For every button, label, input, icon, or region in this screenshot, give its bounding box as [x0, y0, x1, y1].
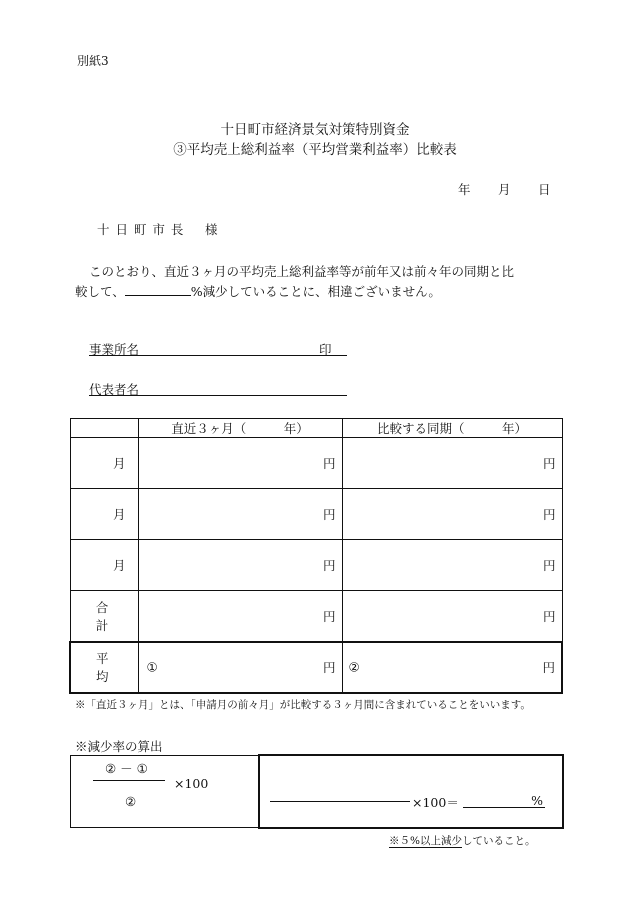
month-label: 月: [112, 558, 126, 573]
answer-percent-blank: [463, 793, 545, 808]
comparison-table: [69, 418, 563, 694]
month-cell: [70, 438, 138, 489]
yen-label: 円: [542, 608, 556, 624]
addressee-name: 十 日 町 市 長: [97, 222, 185, 237]
threshold-note: [389, 833, 535, 848]
date-month: 月: [498, 182, 511, 197]
calc-heading: ※減少率の算出: [75, 739, 163, 754]
table-row: [70, 438, 562, 489]
title-line-1: 十日町市経済景気対策特別資金: [220, 122, 410, 138]
attachment-label: 別紙3: [77, 54, 109, 68]
yen-label: 円: [322, 558, 336, 573]
representative-name-label: 代表者名: [89, 382, 140, 397]
yen-label: 円: [322, 507, 336, 522]
recent-cell: [138, 438, 342, 489]
statement-line-1: このとおり、直近３ヶ月の平均売上総利益率等が前年又は前々年の同期と比: [89, 264, 515, 279]
threshold-note-rest: していること。: [461, 835, 536, 847]
circle-two: ②: [348, 659, 360, 675]
representative-name-line: [89, 380, 347, 396]
yen-label: 円: [542, 456, 556, 471]
date-day: 日: [538, 182, 551, 197]
formula-denominator: ②: [125, 794, 137, 809]
average-row: [70, 642, 562, 693]
answer-times100-equals: ×100＝: [412, 795, 459, 810]
recent-cell: [138, 540, 342, 591]
total-label-cell: [70, 591, 149, 642]
recent-cell: [138, 489, 342, 540]
compare-cell: [342, 438, 562, 489]
statement-suffix: %減少していることに、相違ございません。: [190, 284, 441, 299]
average-label-cell: [70, 642, 150, 693]
total-label: 合 計: [95, 599, 149, 633]
formula-fraction-bar: [93, 780, 165, 781]
title-line-2: ③平均売上総利益率（平均営業利益率）比較表: [173, 142, 457, 158]
formula-box: [70, 755, 258, 828]
compare-total-cell: [342, 591, 562, 642]
footnote: ※「直近３ヶ月」とは、「申請月の前々月」が比較する３ヶ月間に含まれていることをいいます。: [75, 699, 531, 711]
yen-label: 円: [542, 660, 555, 675]
month-label: 月: [112, 456, 126, 471]
month-cell: [70, 489, 138, 540]
circle-one: ①: [146, 659, 158, 675]
answer-percent: %: [531, 793, 543, 808]
seal-mark: 印: [319, 342, 332, 357]
statement-prefix: 較して、: [75, 284, 125, 299]
formula-times100: ×100: [174, 776, 209, 791]
month-cell: [70, 540, 138, 591]
header-recent: 直近３ヶ月（ 年）: [138, 419, 342, 438]
yen-label: 円: [542, 558, 556, 573]
table-row: [70, 540, 562, 591]
office-name-line: [89, 340, 347, 356]
decrease-rate-blank: [125, 283, 191, 296]
total-row: [70, 591, 562, 642]
yen-label: 円: [322, 608, 336, 624]
threshold-note-underlined: ※５%以上減少: [389, 835, 462, 847]
header-compare: 比較する同期（ 年）: [342, 419, 562, 438]
compare-cell: [342, 489, 562, 540]
compare-average-cell: [342, 642, 562, 693]
header-empty: [70, 419, 138, 438]
formula-numerator: ② － ①: [105, 761, 148, 776]
addressee-honorific: 様: [205, 222, 218, 237]
office-name-label: 事業所名: [89, 342, 140, 357]
yen-label: 円: [322, 660, 336, 675]
yen-label: 円: [322, 456, 336, 471]
recent-total-cell: [138, 591, 342, 642]
answer-fraction-line: [270, 801, 410, 802]
statement-line-2: [75, 282, 441, 300]
month-label: 月: [112, 507, 126, 522]
table-row: [70, 489, 562, 540]
yen-label: 円: [542, 507, 556, 522]
recent-average-cell: [138, 642, 342, 693]
compare-cell: [342, 540, 562, 591]
answer-box: [258, 754, 564, 829]
average-label: 平 均: [95, 651, 150, 684]
date-year: 年: [458, 182, 471, 197]
table-header-row: [70, 419, 562, 438]
